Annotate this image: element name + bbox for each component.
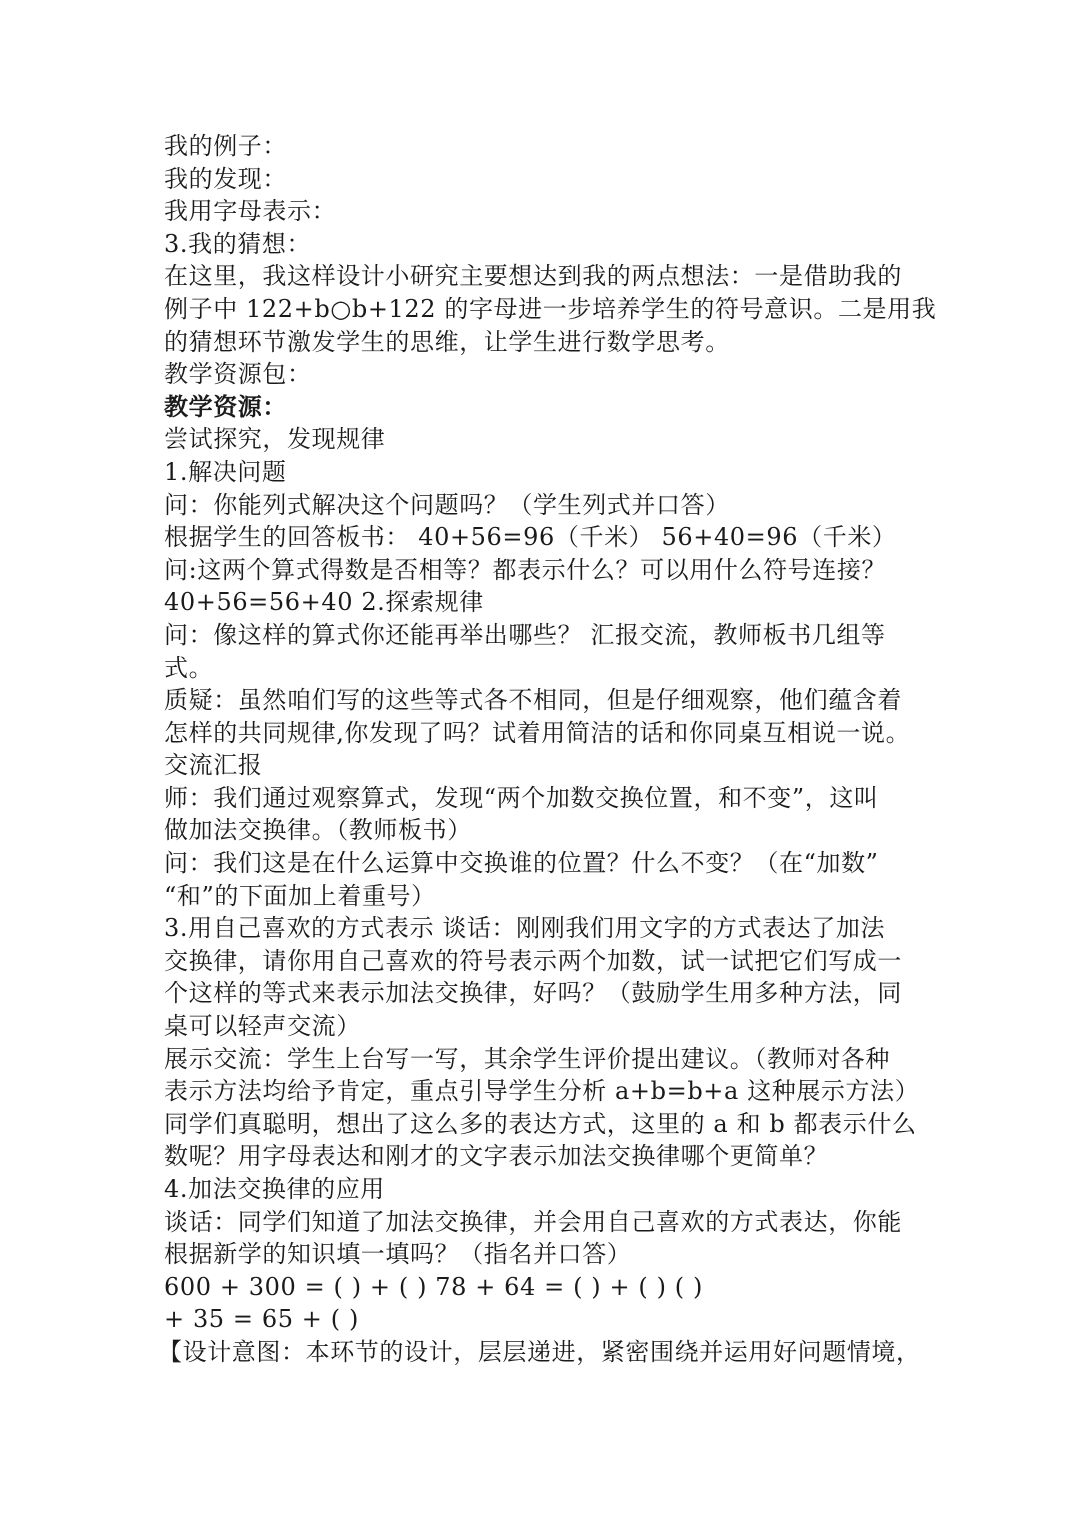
text-line: 我的例子：: [164, 132, 287, 160]
text-line: 同学们真聪明，想出了这么多的表达方式，这里的 a 和 b 都表示什么: [164, 1109, 917, 1138]
text-line: 问：我们这是在什么运算中交换谁的位置？什么不变？（在“加数”: [164, 849, 879, 878]
text-line: 根据学生的回答板书： 40+56=96（千米） 56+40=96（千米）: [164, 523, 897, 552]
text-line: 4.加法交换律的应用: [164, 1175, 385, 1203]
text-line: 式。: [164, 653, 214, 682]
section-heading: 教学资源：: [164, 391, 287, 421]
fill-in-exercise: + 35 = 65 + ( ): [164, 1305, 359, 1334]
text-line: 根据新学的知识填一填吗？（指名并口答）: [164, 1240, 632, 1269]
text-line: 问:这两个算式得数是否相等？都表示什么？可以用什么符号连接？: [164, 555, 887, 584]
text-line: 3.用自己喜欢的方式表示 谈话：刚刚我们用文字的方式表达了加法: [164, 914, 886, 943]
text-line: 数呢？用字母表达和刚才的文字表示加法交换律哪个更简单？: [164, 1142, 829, 1171]
fill-in-exercise: 600 + 300 = ( ) + ( ) 78 + 64 = ( ) + ( ) ( ): [164, 1272, 703, 1301]
text-line: 做加法交换律。（教师板书）: [164, 816, 472, 845]
text-line: 个这样的等式来表示加法交换律，好吗？（鼓励学生用多种方法，同: [164, 979, 902, 1008]
text-line: 质疑：虽然咱们写的这些等式各不相同，但是仔细观察，他们蕴含着: [164, 686, 902, 715]
text-line: 3.我的猜想：: [164, 229, 312, 258]
text-line: 怎样的共同规律,你发现了吗？试着用简洁的话和你同桌互相说一说。: [164, 718, 911, 747]
text-line: 交换律，请你用自己喜欢的符号表示两个加数，试一试把它们写成一: [164, 946, 902, 975]
text-line: 问：你能列式解决这个问题吗？（学生列式并口答）: [164, 490, 730, 519]
design-intent-line: 【设计意图：本环节的设计，层层递进，紧密围绕并运用好问题情境，: [158, 1337, 921, 1366]
text-line: 交流汇报: [164, 751, 263, 780]
text-line: 表示方法均给予肯定，重点引导学生分析 a+b=b+a 这种展示方法）: [164, 1077, 920, 1106]
text-line: 我的发现：: [164, 164, 287, 193]
text-line: 展示交流：学生上台写一写，其余学生评价提出建议。（教师对各种: [164, 1044, 890, 1073]
document-body: [158, 130, 937, 1369]
text-line: 在这里，我这样设计小研究主要想达到我的两点想法：一是借助我的: [164, 262, 902, 291]
text-line: 教学资源包：: [164, 360, 312, 389]
text-line: 师：我们通过观察算式，发现“两个加数交换位置，和不变”，这叫: [164, 783, 879, 812]
text-line: 40+56=56+40 2.探索规律: [164, 588, 484, 617]
text-line: 谈话：同学们知道了加法交换律，并会用自己喜欢的方式表达，你能: [164, 1207, 902, 1236]
text-line: 桌可以轻声交流）: [164, 1012, 361, 1041]
text-line: 问：像这样的算式你还能再举出哪些？ 汇报交流，教师板书几组等: [164, 620, 886, 649]
text-line: 例子中 122+b○b+122 的字母进一步培养学生的符号意识。二是用我: [164, 294, 937, 323]
text-line: 我用字母表示：: [164, 197, 337, 226]
text-line: 尝试探究，发现规律: [164, 425, 386, 454]
text-line: 的猜想环节激发学生的思维，让学生进行数学思考。: [164, 327, 730, 356]
text-line: 1.解决问题: [164, 457, 287, 486]
text-line: “和”的下面加上着重号）: [164, 881, 436, 910]
